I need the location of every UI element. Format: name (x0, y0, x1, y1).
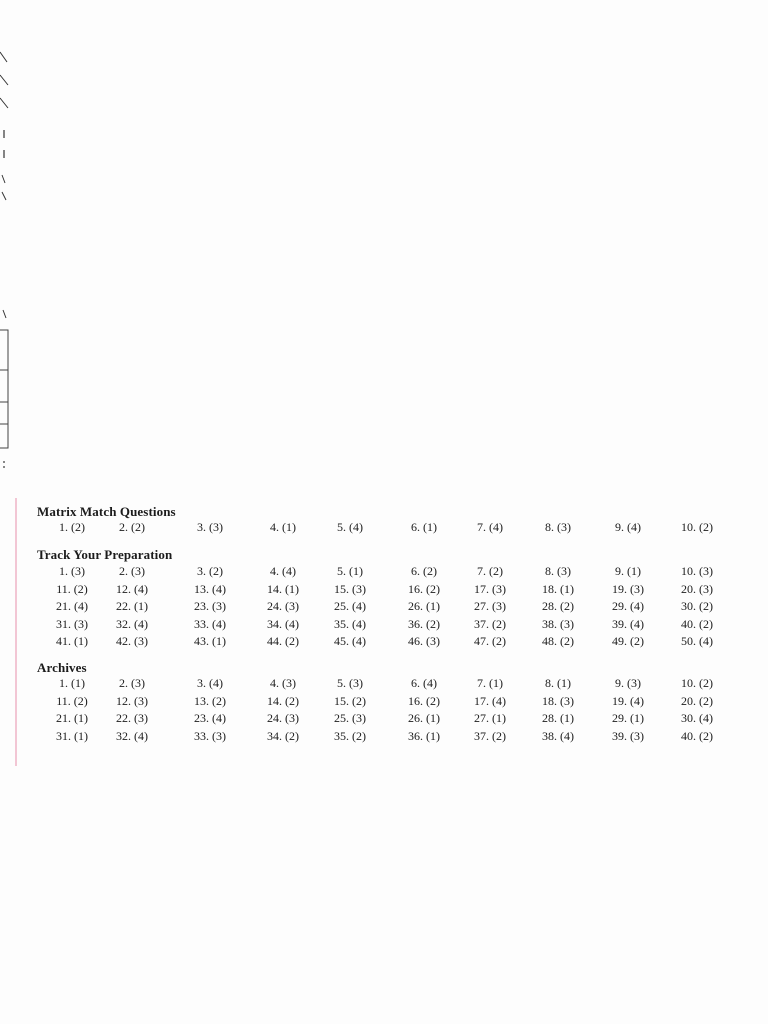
answer-cell: 29. (4) (612, 599, 644, 613)
answer-cell: 21. (4) (56, 599, 88, 613)
answer-cell: 38. (4) (542, 728, 574, 743)
answer-cell: 8. (3) (545, 564, 571, 578)
answer-cell: 14. (2) (267, 693, 299, 708)
answer-cell: 41. (1) (56, 634, 88, 648)
answer-cell: 11. (2) (56, 693, 88, 708)
answer-cell: 25. (3) (334, 711, 366, 725)
answer-cell: 10. (2) (681, 520, 713, 534)
answer-cell: 26. (1) (408, 711, 440, 725)
answer-cell: 33. (3) (194, 728, 226, 743)
answer-cell: 1. (1) (59, 676, 85, 690)
answer-cell: 3. (4) (197, 676, 223, 690)
answer-cell: 28. (2) (542, 599, 574, 613)
answer-cell: 43. (1) (194, 634, 226, 648)
answer-cell: 9. (1) (615, 564, 641, 578)
answer-cell: 49. (2) (612, 634, 644, 648)
answer-row (0, 694, 768, 711)
answer-cell: 23. (4) (194, 711, 226, 725)
answer-cell: 23. (3) (194, 599, 226, 613)
section-title: Archives (37, 660, 87, 675)
answer-cell: 31. (1) (56, 728, 88, 743)
answer-cell: 20. (2) (681, 693, 713, 708)
answer-row (0, 634, 768, 651)
answer-cell: 1. (3) (59, 564, 85, 578)
answer-cell: 7. (2) (477, 564, 503, 578)
answer-cell: 35. (4) (334, 616, 366, 631)
answer-cell: 15. (2) (334, 693, 366, 708)
answer-row (0, 729, 768, 746)
answer-cell: 9. (4) (615, 520, 641, 534)
answer-cell: 5. (4) (337, 520, 363, 534)
answer-cell: 18. (3) (542, 693, 574, 708)
answer-cell: 19. (4) (612, 693, 644, 708)
answer-cell: 17. (3) (474, 581, 506, 596)
answer-cell: 30. (4) (681, 711, 713, 725)
answer-row (0, 582, 768, 599)
answer-cell: 10. (2) (681, 676, 713, 690)
answer-cell: 2. (3) (119, 564, 145, 578)
answer-cell: 34. (4) (267, 616, 299, 631)
answer-cell: 11. (2) (56, 581, 88, 596)
answer-row (0, 617, 768, 634)
answer-cell: 36. (1) (408, 728, 440, 743)
answer-row (0, 599, 768, 616)
previous-page-edge-marks (0, 40, 12, 480)
answer-cell: 3. (2) (197, 564, 223, 578)
answer-cell: 27. (3) (474, 599, 506, 613)
answer-cell: 8. (1) (545, 676, 571, 690)
answer-cell: 7. (4) (477, 520, 503, 534)
answer-cell: 24. (3) (267, 599, 299, 613)
section-title: Matrix Match Questions (37, 504, 176, 519)
answer-cell: 14. (1) (267, 581, 299, 596)
answer-cell: 7. (1) (477, 676, 503, 690)
answer-cell: 24. (3) (267, 711, 299, 725)
answer-cell: 45. (4) (334, 634, 366, 648)
answer-cell: 42. (3) (116, 634, 148, 648)
answer-cell: 30. (2) (681, 599, 713, 613)
answer-cell: 48. (2) (542, 634, 574, 648)
answer-cell: 34. (2) (267, 728, 299, 743)
answer-cell: 37. (2) (474, 616, 506, 631)
answer-cell: 21. (1) (56, 711, 88, 725)
answer-cell: 1. (2) (59, 520, 85, 534)
answer-cell: 38. (3) (542, 616, 574, 631)
answer-cell: 31. (3) (56, 616, 88, 631)
answer-cell: 33. (4) (194, 616, 226, 631)
answer-cell: 5. (3) (337, 676, 363, 690)
answer-cell: 16. (2) (408, 693, 440, 708)
answer-cell: 20. (3) (681, 581, 713, 596)
answer-cell: 16. (2) (408, 581, 440, 596)
answer-cell: 3. (3) (197, 520, 223, 534)
answer-cell: 40. (2) (681, 616, 713, 631)
answer-cell: 8. (3) (545, 520, 571, 534)
answer-cell: 27. (1) (474, 711, 506, 725)
answer-row (0, 711, 768, 728)
answer-row (0, 676, 768, 693)
answer-cell: 29. (1) (612, 711, 644, 725)
answer-cell: 5. (1) (337, 564, 363, 578)
answer-cell: 50. (4) (681, 634, 713, 648)
answer-cell: 6. (1) (411, 520, 437, 534)
answer-cell: 6. (4) (411, 676, 437, 690)
answer-cell: 39. (4) (612, 616, 644, 631)
answer-cell: 4. (4) (270, 564, 296, 578)
answer-cell: 44. (2) (267, 634, 299, 648)
answer-cell: 26. (1) (408, 599, 440, 613)
answer-cell: 10. (3) (681, 564, 713, 578)
answer-row (0, 564, 768, 581)
answer-cell: 6. (2) (411, 564, 437, 578)
answer-cell: 2. (2) (119, 520, 145, 534)
answer-cell: 40. (2) (681, 728, 713, 743)
section-title: Track Your Preparation (37, 547, 173, 562)
answer-cell: 32. (4) (116, 616, 148, 631)
answer-cell: 18. (1) (542, 581, 574, 596)
answer-cell: 13. (2) (194, 693, 226, 708)
answer-row (0, 520, 768, 537)
answer-cell: 4. (3) (270, 676, 296, 690)
answer-cell: 13. (4) (194, 581, 226, 596)
answer-cell: 22. (1) (116, 599, 148, 613)
answer-cell: 39. (3) (612, 728, 644, 743)
answer-cell: 17. (4) (474, 693, 506, 708)
answer-cell: 9. (3) (615, 676, 641, 690)
answer-cell: 4. (1) (270, 520, 296, 534)
answer-cell: 19. (3) (612, 581, 644, 596)
answer-cell: 28. (1) (542, 711, 574, 725)
answer-cell: 22. (3) (116, 711, 148, 725)
answer-cell: 12. (4) (116, 581, 148, 596)
answer-cell: 12. (3) (116, 693, 148, 708)
answer-cell: 47. (2) (474, 634, 506, 648)
answer-cell: 32. (4) (116, 728, 148, 743)
answer-cell: 36. (2) (408, 616, 440, 631)
answer-cell: 2. (3) (119, 676, 145, 690)
answer-cell: 35. (2) (334, 728, 366, 743)
answer-cell: 37. (2) (474, 728, 506, 743)
answer-cell: 46. (3) (408, 634, 440, 648)
answer-cell: 25. (4) (334, 599, 366, 613)
answer-cell: 15. (3) (334, 581, 366, 596)
